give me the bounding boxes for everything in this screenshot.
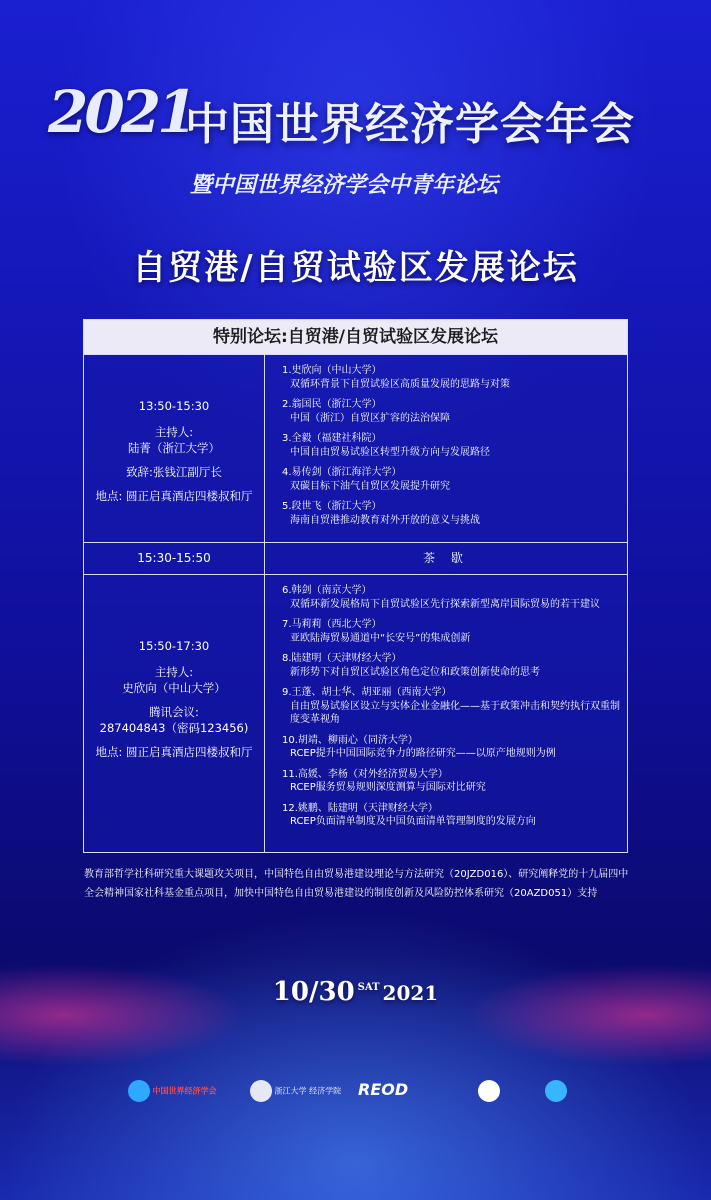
speaker-name: 6.韩剑（南京大学） <box>282 585 372 596</box>
date-day: 10/30 <box>272 977 355 1007</box>
speaker-name: 7.马莉莉（西北大学） <box>282 619 382 630</box>
sub-title: 暨中国世界经济学会中青年论坛 <box>190 173 499 198</box>
speaker-topic: RCEP负面清单制度及中国负面清单管理制度的发展方向 <box>290 816 536 827</box>
speaker-name: 9.王蓬、胡士华、胡亚丽（西南大学） <box>282 687 452 698</box>
speaker-topic: RCEP服务贸易规则深度测算与国际对比研究 <box>290 782 486 793</box>
session2-host-label: 主持人: <box>154 665 194 679</box>
speaker-item <box>282 432 622 459</box>
column-divider <box>264 354 265 852</box>
speaker-item <box>282 466 622 493</box>
break-label: 茶 歇 <box>423 551 469 565</box>
session2-meeting-label: 腾讯会议: <box>149 705 199 719</box>
speaker-item <box>282 686 622 727</box>
zju-logo-icon <box>250 1080 272 1102</box>
zafrc-logo-icon <box>478 1080 500 1102</box>
speaker-name: 3.全毅（福建社科院） <box>282 433 382 444</box>
speaker-topic: 中国（浙江）自贸区扩容的法治保障 <box>290 412 450 424</box>
zafrc-logo <box>478 1080 500 1124</box>
cswe-logo-icon <box>128 1080 150 1102</box>
row-divider <box>84 354 627 355</box>
speaker-name: 4.易传剑（浙江海洋大学） <box>282 467 402 478</box>
speaker-item <box>282 802 622 829</box>
speaker-topic: 双循环新发展格局下自贸试验区先行探索新型离岸国际贸易的若干建议 <box>290 598 600 610</box>
session1-speakers <box>282 364 622 534</box>
event-date <box>0 977 711 1007</box>
speaker-topic: 自由贸易试验区设立与实体企业金融化——基于政策冲击和契约执行双重制度变革视角 <box>290 700 620 725</box>
row-divider <box>84 574 627 575</box>
sponsor-logo-bar <box>0 1080 711 1130</box>
session1-time: 13:50-15:30 <box>138 399 210 413</box>
speaker-name: 1.史欣向（中山大学） <box>282 365 382 376</box>
session2-speakers <box>282 584 622 836</box>
speaker-item <box>282 584 622 611</box>
reod-logo-text: REOD <box>358 1080 409 1099</box>
speaker-item <box>282 364 622 391</box>
speaker-item <box>282 734 622 761</box>
speaker-name: 8.陆建明（天津财经大学） <box>282 653 402 664</box>
partner-logo-icon <box>545 1080 567 1102</box>
speaker-name: 5.段世飞（浙江大学） <box>282 501 382 512</box>
session1-host: 陆菁（浙江大学） <box>128 441 220 455</box>
cswe-logo <box>128 1080 217 1124</box>
speaker-item <box>282 652 622 679</box>
speaker-topic: 双循环背景下自贸试验区高质量发展的思路与对策 <box>290 378 510 390</box>
speaker-topic: RCEP提升中国国际竞争力的路径研究——以原产地规则为例 <box>290 748 556 759</box>
session2-info <box>84 638 264 760</box>
session2-meeting: 287404843（密码123456) <box>99 721 249 735</box>
speaker-item <box>282 500 622 527</box>
speaker-topic: 双碳目标下油气自贸区发展提升研究 <box>290 480 450 492</box>
session1-info <box>84 398 264 504</box>
forum-title: 自贸港/自贸试验区发展论坛 <box>132 248 579 288</box>
speaker-item <box>282 618 622 645</box>
session1-host-label: 主持人: <box>154 425 194 439</box>
session1-speech: 致辞:张钱江副厅长 <box>126 465 222 479</box>
speaker-name: 12.姚鹏、陆建明（天津财经大学） <box>282 802 438 814</box>
funding-note: 教育部哲学社科研究重大课题攻关项目，中国特色自由贸易港建设理论与方法研究（20JZD016）、研究阐释党的十九届四中全会精神国家社科基金重点项目，加快中国特色自由贸易港建设的制度创新及风险防控体系研究（20AZD051）支持 <box>84 869 629 899</box>
speaker-item <box>282 398 622 425</box>
date-weekday: SAT <box>357 982 380 994</box>
session2-host: 史欣向（中山大学） <box>122 681 226 695</box>
speaker-item <box>282 768 622 795</box>
main-title: 中国世界经济学会年会 <box>185 99 635 150</box>
schedule-table <box>83 319 628 853</box>
speaker-name: 2.翁国民（浙江大学） <box>282 399 382 410</box>
speaker-topic: 海南自贸港推动教育对外开放的意义与挑战 <box>290 514 480 526</box>
zju-logo <box>250 1080 341 1124</box>
date-year: 2021 <box>382 981 439 1005</box>
session1-location: 地点: 圆正启真酒店四楼叔和厅 <box>95 489 253 503</box>
cswe-logo-text: 中国世界经济学会 <box>152 1086 217 1096</box>
zju-logo-text: 浙江大学 经济学院 <box>274 1086 342 1096</box>
reod-logo <box>358 1080 408 1124</box>
session2-location: 地点: 圆正启真酒店四楼叔和厅 <box>95 745 253 759</box>
partner-logo <box>545 1080 567 1124</box>
year-logo: 2021 <box>48 78 194 146</box>
speaker-topic: 亚欧陆海贸易通道中“长安号”的集成创新 <box>290 632 471 644</box>
session2-time: 15:50-17:30 <box>138 639 210 653</box>
break-time: 15:30-15:50 <box>137 551 211 565</box>
speaker-topic: 新形势下对自贸区试验区角色定位和政策创新使命的思考 <box>290 666 540 678</box>
speaker-name: 11.高媛、李杨（对外经济贸易大学） <box>282 768 448 780</box>
speaker-name: 10.胡靖、柳雨心（同济大学） <box>282 734 418 746</box>
schedule-header: 特别论坛:自贸港/自贸试验区发展论坛 <box>84 320 627 354</box>
speaker-topic: 中国自由贸易试验区转型升级方向与发展路径 <box>290 446 490 458</box>
